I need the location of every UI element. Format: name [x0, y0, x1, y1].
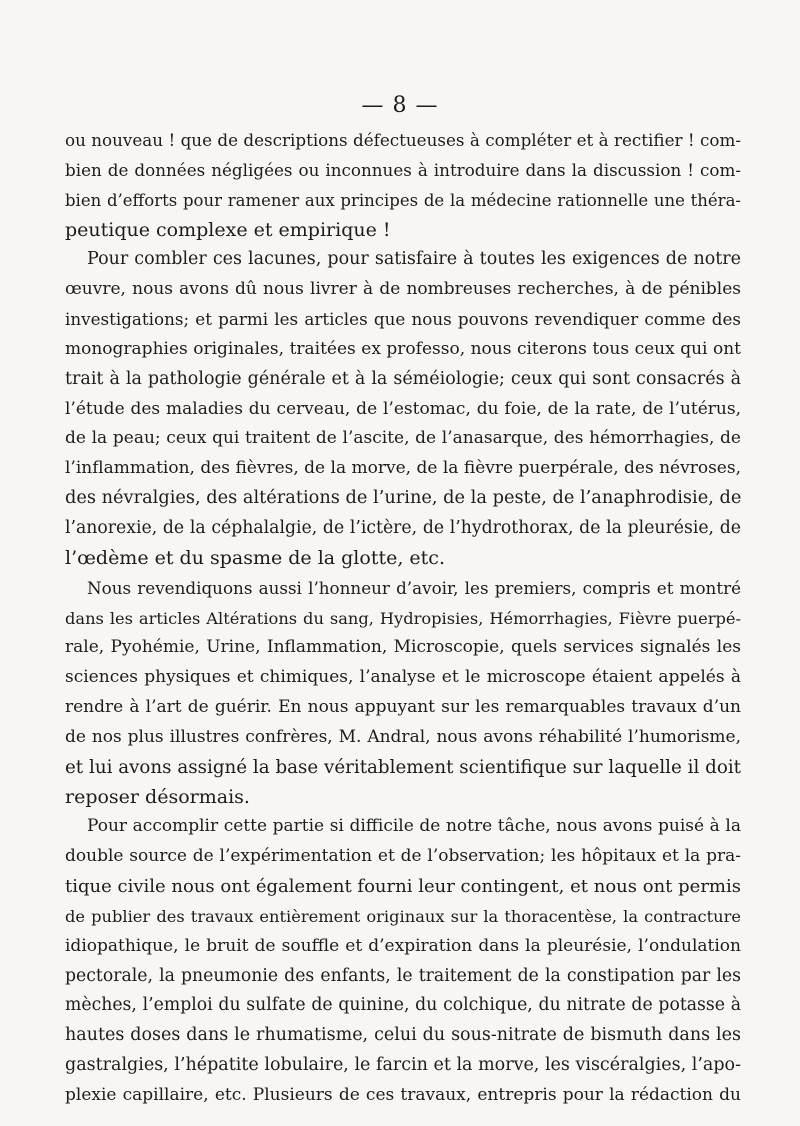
text-line: gastralgies, l’hépatite lobulaire, le farcin et la morve, les viscéralgies, l’apo- — [65, 1055, 741, 1076]
text-line: dans les articles Altérations du sang, Hydropisies, Hémorrhagies, Fièvre puerpé- — [65, 608, 741, 628]
text-line: idiopathique, le bruit de souffle et d’expiration dans la pleurésie, l’ondulation — [65, 935, 741, 956]
text-line: mèches, l’emploi du sulfate de quinine, du colchique, du nitrate de potasse à — [65, 995, 741, 1016]
text-line: des névralgies, des altérations de l’urine, de la peste, de l’anaphrodisie, de — [65, 488, 741, 509]
text-line: trait à la pathologie générale et à la séméiologie; ceux qui sont consacrés à — [65, 368, 741, 389]
page-number: — 8 — — [361, 93, 439, 118]
text-line: rale, Pyohémie, Urine, Inflammation, Microscopie, quels services signalés les — [65, 637, 741, 658]
text-line: pectorale, la pneumonie des enfants, le traitement de la constipation par les — [65, 965, 741, 986]
text-line: rendre à l’art de guérir. En nous appuyant sur les remarquables travaux d’un — [65, 697, 741, 718]
text-line: l’anorexie, de la céphalalgie, de l’ictère, de l’hydrothorax, de la pleurésie, de — [65, 517, 741, 538]
text-line: de nos plus illustres confrères, M. Andral, nous avons réhabilité l’humorisme, — [65, 726, 741, 747]
text-line: œuvre, nous avons dû nous livrer à de nombreuses recherches, à de pénibles — [65, 279, 741, 300]
text-line: tique civile nous ont également fourni leur contingent, et nous ont permis — [65, 876, 741, 898]
text-line: hautes doses dans le rhumatisme, celui du sous-nitrate de bismuth dans les — [65, 1025, 741, 1046]
text-line: l’inflammation, des fièvres, de la morve, de la fièvre puerpérale, des névroses, — [65, 458, 741, 479]
text-line: plexie capillaire, etc. Plusieurs de ces travaux, entrepris pour la rédaction du — [65, 1085, 741, 1105]
text-line: double source de l’expérimentation et de l’observation; les hôpitaux et la pra- — [65, 846, 741, 867]
text-line: Nous revendiquons aussi l’honneur d’avoir, les premiers, compris et montré — [87, 577, 741, 598]
text-line: Pour combler ces lacunes, pour satisfaire à toutes les exigences de notre — [87, 249, 741, 270]
text-line: monographies originales, traitées ex professo, nous citerons tous ceux qui ont — [65, 338, 741, 359]
text-line: et lui avons assigné la base véritablement scientifique sur laquelle il doit — [65, 756, 741, 778]
text-line: l’œdème et du spasme de la glotte, etc. — [65, 546, 445, 569]
text-line: de la peau; ceux qui traitent de l’ascite, de l’anasarque, des hémorrhagies, de — [65, 428, 741, 449]
text-line: reposer désormais. — [65, 785, 250, 808]
body-text — [65, 126, 741, 1111]
text-line: bien de données négligées ou inconnues à introduire dans la discussion ! com- — [65, 159, 741, 180]
text-line: Pour accomplir cette partie si difficile de notre tâche, nous avons puisé à la — [87, 816, 741, 837]
text-line: ou nouveau ! que de descriptions défectueuses à compléter et à rectifier ! com- — [65, 130, 741, 150]
text-line: bien d’efforts pour ramener aux principes de la médecine rationnelle une théra- — [65, 190, 741, 210]
text-line: de publier des travaux entièrement originaux sur la thoracentèse, la contracture — [65, 906, 741, 926]
text-line: sciences physiques et chimiques, l’analyse et le microscope étaient appelés à — [65, 667, 741, 688]
text-line: l’étude des maladies du cerveau, de l’estomac, du foie, de la rate, de l’utérus, — [65, 398, 741, 419]
text-line: investigations; et parmi les articles que nous pouvons revendiquer comme des — [65, 309, 741, 330]
text-line: peutique complexe et empirique ! — [65, 218, 391, 241]
